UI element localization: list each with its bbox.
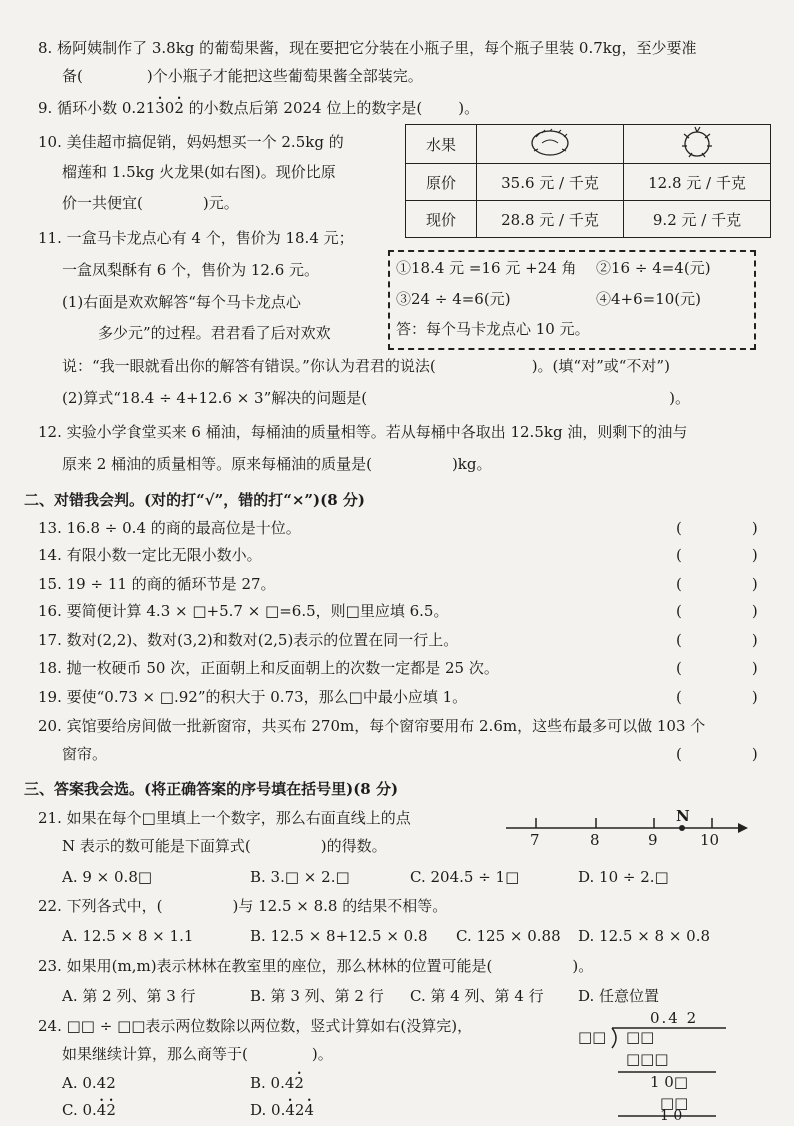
q21-option-c[interactable]: C. 204.5 ÷ 1□ bbox=[410, 868, 520, 886]
judge-blank-17[interactable]: ( ) bbox=[676, 631, 758, 649]
solution-step4: ④4+6=10(元) bbox=[596, 290, 702, 308]
solution-step3: ③24 ÷ 4=6(元) bbox=[396, 290, 511, 308]
judge-item-17: 17. 数对(2,2)、数对(3,2)和数对(2,5)表示的位置在同一行上。 bbox=[38, 631, 459, 649]
row-original-label: 原价 bbox=[406, 164, 477, 201]
numline-label-7: 7 bbox=[530, 831, 540, 849]
q11-line1: 11. 一盒马卡龙点心有 4 个，售价为 18.4 元； bbox=[38, 229, 354, 247]
q10-line1: 10. 美佳超市搞促销，妈妈想买一个 2.5kg 的 bbox=[38, 133, 344, 151]
judge-blank-13[interactable]: ( ) bbox=[676, 519, 758, 537]
q11-p1-line3: 说：“我一眼就看出你的解答有错误。”你认为君君的说法( )。(填“对”或“不对”) bbox=[62, 357, 670, 375]
dragonfruit-icon bbox=[624, 125, 771, 164]
q23-option-a[interactable]: A. 第 2 列、第 3 行 bbox=[62, 987, 196, 1005]
division-row4: □□ bbox=[660, 1094, 689, 1112]
q23: 23. 如果用(m,m)表示林林在教室里的座位，那么林林的位置可能是( )。 bbox=[38, 957, 594, 975]
q24-option-b[interactable]: B. 0.4• 2 bbox=[250, 1073, 304, 1093]
division-row3: 1 0□ bbox=[650, 1073, 689, 1091]
q8-line2: 备( )个小瓶子才能把这些葡萄果酱全部装完。 bbox=[62, 67, 423, 85]
row-current-label: 现价 bbox=[406, 201, 477, 238]
judge-item-18: 18. 抛一枚硬币 50 次，正面朝上和反面朝上的次数一定都是 25 次。 bbox=[38, 659, 499, 677]
q24-line1: 24. □□ ÷ □□表示两位数除以两位数，竖式计算如右(没算完)， bbox=[38, 1017, 473, 1035]
judge-item-20: 20. 宾馆要给房间做一批新窗帘，共买布 270m，每个窗帘要用布 2.6m，这些布最多可以做 103 个 bbox=[38, 717, 706, 735]
q11-p1-line1: (1)右面是欢欢解答“每个马卡龙点心 bbox=[62, 293, 301, 311]
q22-option-d[interactable]: D. 12.5 × 8 × 0.8 bbox=[578, 927, 711, 945]
q11-p2: (2)算式“18.4 ÷ 4+12.6 × 3”解决的问题是( )。 bbox=[62, 389, 690, 407]
q21-option-d[interactable]: D. 10 ÷ 2.□ bbox=[578, 868, 669, 886]
judge-blank-19[interactable]: ( ) bbox=[676, 688, 758, 706]
q12-line2: 原来 2 桶油的质量相等。原来每桶油的质量是( )kg。 bbox=[62, 455, 492, 473]
q21-option-a[interactable]: A. 9 × 0.8□ bbox=[62, 868, 153, 886]
numline-label-9: 9 bbox=[648, 831, 658, 849]
q24-option-c[interactable]: C. 0.• 4• 2 bbox=[62, 1100, 116, 1120]
q21-line1: 21. 如果在每个□里填上一个数字，那么右面直线上的点 bbox=[38, 809, 411, 827]
judge-blank-15[interactable]: ( ) bbox=[676, 575, 758, 593]
division-row2: □□□ bbox=[626, 1050, 669, 1068]
q11-p1-line2: 多少元”的过程。君君看了后对欢欢 bbox=[98, 324, 331, 342]
judge-item-13: 13. 16.8 ÷ 0.4 的商的最高位是十位。 bbox=[38, 519, 301, 537]
solution-step1: ①18.4 元 =16 元 +24 角 bbox=[396, 259, 577, 277]
q23-option-b[interactable]: B. 第 3 列、第 2 行 bbox=[250, 987, 384, 1005]
section2-title: 二、对错我会判。(对的打“√”，错的打“×”)(8 分) bbox=[24, 491, 365, 509]
judge-blank-18[interactable]: ( ) bbox=[676, 659, 758, 677]
q23-option-d[interactable]: D. 任意位置 bbox=[578, 987, 660, 1005]
judge-blank-14[interactable]: ( ) bbox=[676, 546, 758, 564]
q22-option-c[interactable]: C. 125 × 0.88 bbox=[456, 927, 561, 945]
division-dividend: □□ bbox=[626, 1028, 655, 1046]
dragonfruit-original-price: 12.8 元 / 千克 bbox=[624, 164, 771, 201]
q8-line1: 8. 杨阿姨制作了 3.8kg 的葡萄果酱，现在要把它分装在小瓶子里，每个瓶子里装 0.7kg，至少要准 bbox=[38, 39, 697, 57]
solution-answer: 答：每个马卡龙点心 10 元。 bbox=[396, 320, 590, 338]
durian-current-price: 28.8 元 / 千克 bbox=[477, 201, 624, 238]
q24-option-a[interactable]: A. 0.42 bbox=[62, 1074, 116, 1092]
division-remainder: 1 0 bbox=[660, 1108, 683, 1124]
judge-item-14: 14. 有限小数一定比无限小数小。 bbox=[38, 546, 262, 564]
judge-item-16: 16. 要简便计算 4.3 × □+5.7 × □=6.5，则□里应填 6.5。 bbox=[38, 602, 449, 620]
q9: 9. 循环小数 0.21• 30• 2 的小数点后第 2024 位上的数字是( )。 bbox=[38, 98, 479, 118]
section3-title: 三、答案我会选。(将正确答案的序号填在括号里)(8 分) bbox=[24, 780, 399, 798]
fruit-price-table bbox=[405, 124, 771, 238]
q22-option-a[interactable]: A. 12.5 × 8 × 1.1 bbox=[62, 927, 194, 945]
dragonfruit-current-price: 9.2 元 / 千克 bbox=[624, 201, 771, 238]
q22-option-b[interactable]: B. 12.5 × 8+12.5 × 0.8 bbox=[250, 927, 428, 945]
judge-item-20-line2: 窗帘。 bbox=[62, 745, 108, 763]
division-quotient: 0.4 2 bbox=[650, 1009, 699, 1027]
q24-line2: 如果继续计算，那么商等于( )。 bbox=[62, 1045, 333, 1063]
q11-line2: 一盒凤梨酥有 6 个，售价为 12.6 元。 bbox=[62, 261, 320, 279]
q21-option-b[interactable]: B. 3.□ × 2.□ bbox=[250, 868, 350, 886]
q10-line3: 价一共便宜( )元。 bbox=[62, 194, 239, 212]
judge-item-19: 19. 要使“0.73 × □.92”的积大于 0.73，那么□中最小应填 1。 bbox=[38, 688, 468, 706]
q24-option-d[interactable]: D. 0.• 42• 4 bbox=[250, 1100, 314, 1120]
judge-blank-20[interactable]: ( ) bbox=[676, 745, 758, 763]
solution-step2: ②16 ÷ 4=4(元) bbox=[596, 259, 711, 277]
judge-blank-16[interactable]: ( ) bbox=[676, 602, 758, 620]
durian-original-price: 35.6 元 / 千克 bbox=[477, 164, 624, 201]
q10-line2: 榴莲和 1.5kg 火龙果(如右图)。现价比原 bbox=[62, 163, 336, 181]
numline-label-8: 8 bbox=[590, 831, 600, 849]
judge-item-15: 15. 19 ÷ 11 的商的循环节是 27。 bbox=[38, 575, 276, 593]
division-divisor: □□ bbox=[578, 1028, 607, 1046]
q12-line1: 12. 实验小学食堂买来 6 桶油，每桶油的质量相等。若从每桶中各取出 12.5kg 油，则剩下的油与 bbox=[38, 423, 688, 441]
table-header-fruit: 水果 bbox=[406, 125, 477, 164]
numline-point-label: N bbox=[676, 807, 690, 825]
q23-option-c[interactable]: C. 第 4 列、第 4 行 bbox=[410, 987, 544, 1005]
durian-icon bbox=[477, 125, 624, 164]
q22: 22. 下列各式中，( )与 12.5 × 8.8 的结果不相等。 bbox=[38, 897, 448, 915]
numline-label-10: 10 bbox=[700, 831, 720, 849]
q21-line2: N 表示的数可能是下面算式( )的得数。 bbox=[62, 837, 387, 855]
